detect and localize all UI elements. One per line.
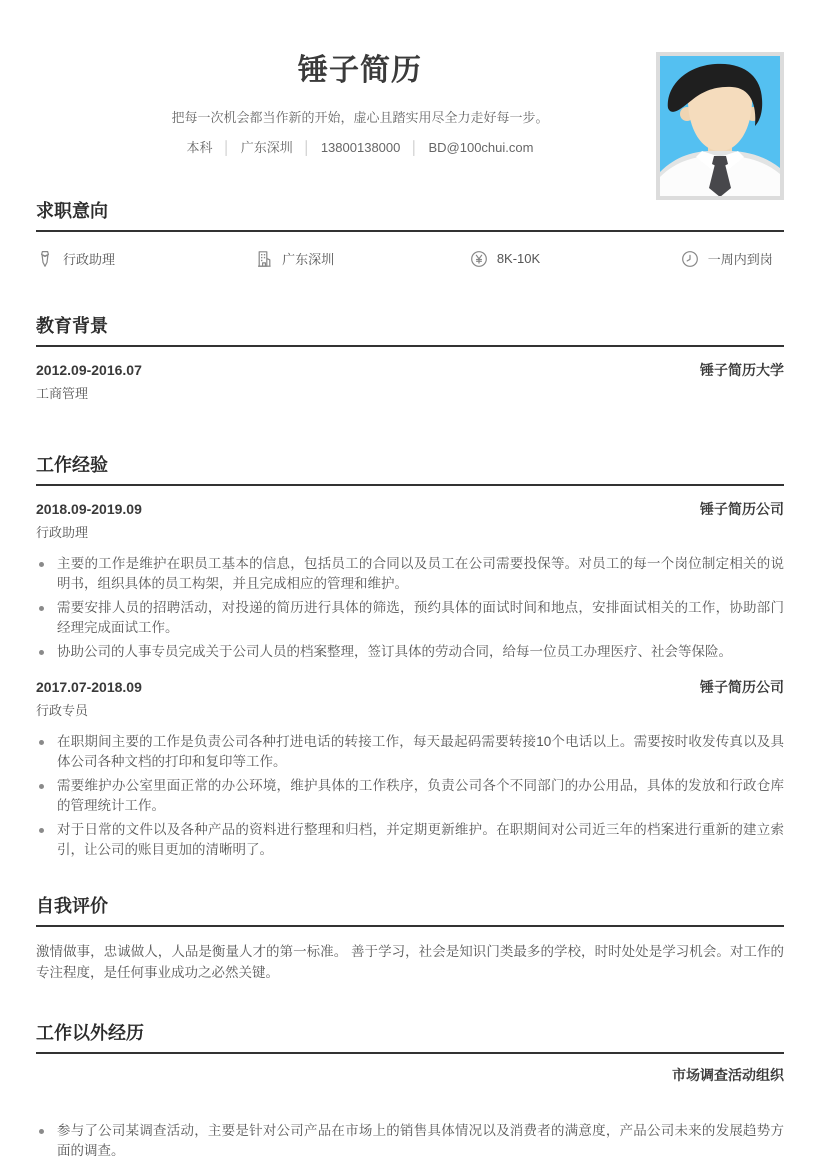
section-title-education: 教育背景 bbox=[36, 316, 784, 347]
job-intention-location-label: 广东深圳 bbox=[282, 252, 335, 267]
section-title-job-intention: 求职意向 bbox=[36, 201, 784, 232]
resume-header bbox=[36, 0, 684, 157]
job-intention-position-label: 行政助理 bbox=[63, 252, 116, 267]
tie-icon bbox=[36, 250, 54, 268]
work-bullet: 需要维护办公室里面正常的办公环境，维护具体的工作秩序，负责公司各个不同部门的办公用品，具体的发放和行政仓库的管理统计工作。 bbox=[36, 776, 784, 816]
work-bullet-list bbox=[36, 732, 784, 860]
separator: │ bbox=[410, 140, 419, 155]
job-intention-location bbox=[255, 249, 470, 268]
yen-circle-icon bbox=[470, 250, 488, 268]
work-entry bbox=[36, 501, 784, 662]
section-title-self-evaluation: 自我评价 bbox=[36, 896, 784, 927]
other-experience-activity: 市场调查活动组织 bbox=[672, 1067, 784, 1083]
job-intention-row bbox=[36, 249, 784, 268]
education-school: 锤子简历大学 bbox=[700, 362, 784, 378]
work-role: 行政助理 bbox=[36, 525, 89, 540]
job-intention-position bbox=[36, 249, 255, 268]
email-text: BD@100chui.com bbox=[428, 140, 534, 155]
section-education bbox=[36, 316, 784, 403]
work-company: 锤子简历公司 bbox=[700, 501, 784, 517]
job-intention-salary-label: 8K-10K bbox=[496, 251, 541, 266]
building-icon bbox=[255, 250, 273, 268]
work-role: 行政专员 bbox=[36, 703, 89, 718]
work-entry bbox=[36, 679, 784, 860]
location-text: 广东深圳 bbox=[240, 140, 293, 155]
education-major: 工商管理 bbox=[36, 386, 89, 401]
work-bullet: 需要安排人员的招聘活动，对投递的简历进行具体的筛选，预约具体的面试时间和地点，安排面试相关的工作，协助部门经理完成面试工作。 bbox=[36, 598, 784, 638]
page-title: 锤子简历 bbox=[298, 54, 422, 87]
job-intention-availability-label: 一周内到岗 bbox=[707, 252, 773, 267]
profile-photo bbox=[656, 52, 784, 200]
work-bullet: 对于日常的文件以及各种产品的资料进行整理和归档，并定期更新维护。在职期间对公司近三年的档案进行重新的建立索引，让公司的账目更加的清晰明了。 bbox=[36, 820, 784, 860]
clock-icon bbox=[681, 250, 699, 268]
separator: │ bbox=[222, 140, 231, 155]
degree-text: 本科 bbox=[186, 140, 213, 155]
self-evaluation-text: 激情做事，忠诚做人，人品是衡量人才的第一标准。 善于学习，社会是知识门类最多的学校，时时处处是学习机会。对工作的专注程度，是任何事业成功之必然关键。 bbox=[36, 944, 784, 980]
motto-text: 把每一次机会都当作新的开始，虚心且踏实用尽全力走好每一步。 bbox=[171, 110, 549, 125]
work-bullet: 协助公司的人事专员完成关于公司人员的档案整理，签订具体的劳动合同，给每一位员工办理医疗、社会等保险。 bbox=[36, 642, 784, 662]
work-bullet: 主要的工作是维护在职员工基本的信息，包括员工的合同以及员工在公司需要投保等。对员工的每一个岗位制定相关的说明书，组织具体的员工构架，并且完成相应的管理和维护。 bbox=[36, 554, 784, 594]
work-period: 2018.09-2019.09 bbox=[36, 501, 142, 517]
avatar-illustration bbox=[660, 56, 780, 196]
work-period: 2017.07-2018.09 bbox=[36, 679, 142, 695]
section-work-experience bbox=[36, 455, 784, 860]
education-entry bbox=[36, 362, 784, 403]
education-period: 2012.09-2016.07 bbox=[36, 362, 142, 378]
section-other-experience bbox=[36, 1023, 784, 1161]
work-company: 锤子简历公司 bbox=[700, 679, 784, 695]
separator: │ bbox=[302, 140, 311, 155]
job-intention-availability bbox=[681, 249, 784, 268]
work-bullet-list bbox=[36, 554, 784, 662]
phone-text: 13800138000 bbox=[320, 140, 401, 155]
section-title-work: 工作经验 bbox=[36, 455, 784, 486]
section-job-intention bbox=[36, 201, 784, 268]
contact-line bbox=[36, 139, 684, 157]
section-title-other-experience: 工作以外经历 bbox=[36, 1023, 784, 1054]
section-self-evaluation bbox=[36, 896, 784, 983]
job-intention-salary bbox=[470, 249, 681, 268]
other-experience-bullet-list bbox=[36, 1121, 784, 1161]
work-bullet: 在职期间主要的工作是负责公司各种打进电话的转接工作，每天最起码需要转接10个电话以上。需要按时收发传真以及具体公司各种文档的打印和复印等工作。 bbox=[36, 732, 784, 772]
other-experience-bullet: 参与了公司某调查活动，主要是针对公司产品在市场上的销售具体情况以及消费者的满意度，产品公司未来的发展趋势方面的调查。 bbox=[36, 1121, 784, 1161]
